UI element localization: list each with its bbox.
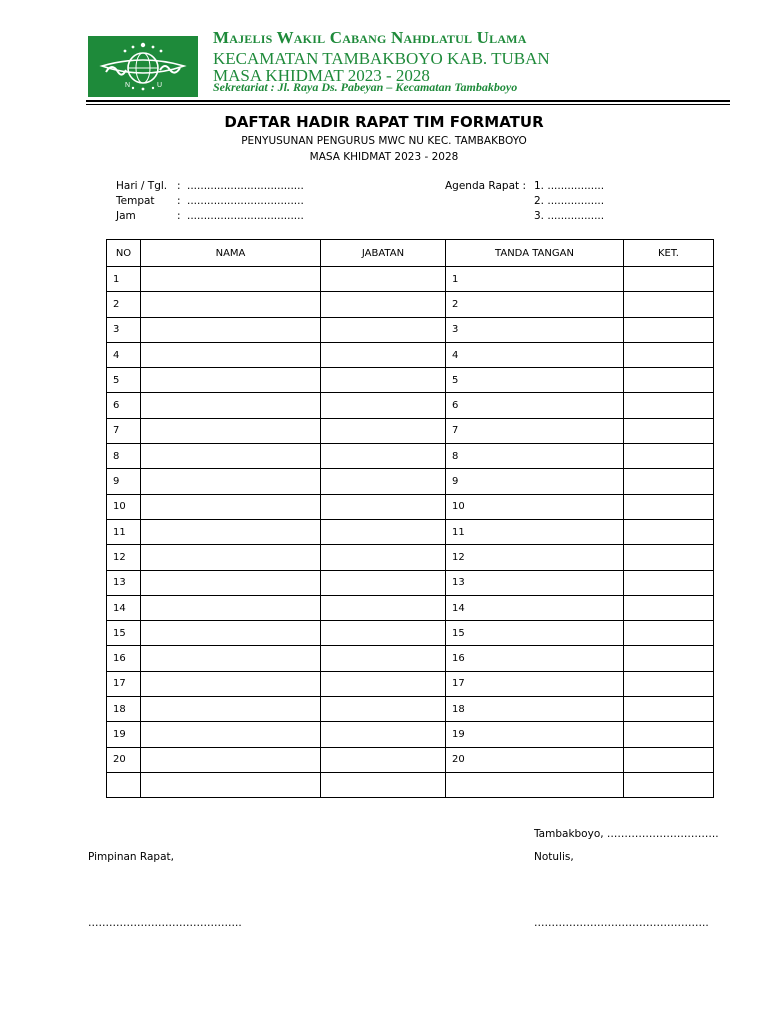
- table-row: [107, 595, 714, 620]
- table-row: [107, 292, 714, 317]
- note-cell[interactable]: [624, 519, 714, 544]
- position-cell[interactable]: [321, 722, 446, 747]
- note-cell[interactable]: [624, 342, 714, 367]
- table-row: [107, 722, 714, 747]
- note-cell[interactable]: [624, 444, 714, 469]
- name-cell[interactable]: [141, 494, 321, 519]
- note-cell[interactable]: [624, 722, 714, 747]
- time-label: Jam: [116, 210, 136, 222]
- position-cell[interactable]: [321, 393, 446, 418]
- signature-cell[interactable]: 6: [446, 393, 624, 418]
- place-label: Tempat: [116, 195, 155, 207]
- note-cell[interactable]: [624, 292, 714, 317]
- name-cell[interactable]: [141, 570, 321, 595]
- position-cell[interactable]: [321, 317, 446, 342]
- agenda-item-3[interactable]: 3. .................: [534, 210, 605, 222]
- row-number: 10: [107, 494, 141, 519]
- signature-cell[interactable]: [446, 772, 624, 797]
- position-cell[interactable]: [321, 545, 446, 570]
- document-title: DAFTAR HADIR RAPAT TIM FORMATUR: [224, 113, 544, 131]
- header-divider-thin: [86, 104, 730, 105]
- row-number: 16: [107, 646, 141, 671]
- position-cell[interactable]: [321, 671, 446, 696]
- signature-cell[interactable]: 14: [446, 595, 624, 620]
- note-cell[interactable]: [624, 646, 714, 671]
- table-row: [107, 772, 714, 797]
- position-cell[interactable]: [321, 444, 446, 469]
- row-number: 3: [107, 317, 141, 342]
- name-cell[interactable]: [141, 393, 321, 418]
- signature-cell[interactable]: 9: [446, 469, 624, 494]
- position-cell[interactable]: [321, 418, 446, 443]
- row-number: 12: [107, 545, 141, 570]
- table-row: [107, 444, 714, 469]
- table-row: [107, 418, 714, 443]
- signature-cell[interactable]: 4: [446, 342, 624, 367]
- note-taker-signature-line[interactable]: …………………………………………..: [534, 917, 709, 929]
- note-cell[interactable]: [624, 393, 714, 418]
- row-number: 5: [107, 368, 141, 393]
- row-number: 15: [107, 621, 141, 646]
- note-cell[interactable]: [624, 368, 714, 393]
- signature-cell[interactable]: 19: [446, 722, 624, 747]
- note-cell[interactable]: [624, 570, 714, 595]
- column-header-name: NAMA: [141, 240, 321, 267]
- place-date-line: Tambakboyo, …………………………..: [534, 828, 719, 840]
- row-number: 2: [107, 292, 141, 317]
- table-row: [107, 621, 714, 646]
- row-number: 7: [107, 418, 141, 443]
- row-number: 1: [107, 267, 141, 292]
- organization-address: Sekretariat : Jl. Raya Ds. Pabeyan – Kecamatan Tambakboyo: [213, 80, 518, 94]
- row-number: 6: [107, 393, 141, 418]
- agenda-label: Agenda Rapat :: [445, 180, 526, 192]
- row-number: 17: [107, 671, 141, 696]
- position-cell[interactable]: [321, 267, 446, 292]
- table-row: [107, 368, 714, 393]
- table-row: [107, 494, 714, 519]
- day-date-field[interactable]: ...................................: [187, 180, 304, 192]
- name-cell[interactable]: [141, 444, 321, 469]
- row-number: 19: [107, 722, 141, 747]
- name-cell[interactable]: [141, 292, 321, 317]
- note-cell[interactable]: [624, 747, 714, 772]
- organization-period: MASA KHIDMAT 2023 - 2028: [213, 66, 430, 85]
- signature-cell[interactable]: 1: [446, 267, 624, 292]
- table-row: [107, 747, 714, 772]
- signature-cell[interactable]: 5: [446, 368, 624, 393]
- note-cell[interactable]: [624, 697, 714, 722]
- signature-cell[interactable]: 11: [446, 519, 624, 544]
- attendance-table: [106, 239, 714, 798]
- position-cell[interactable]: [321, 292, 446, 317]
- note-cell[interactable]: [624, 621, 714, 646]
- table-row: [107, 469, 714, 494]
- time-colon: :: [177, 210, 181, 222]
- svg-text:U: U: [157, 82, 163, 89]
- position-cell[interactable]: [321, 469, 446, 494]
- globe-emblem-icon: [88, 36, 198, 97]
- signature-cell[interactable]: 17: [446, 671, 624, 696]
- row-number: 20: [107, 747, 141, 772]
- row-number: 18: [107, 697, 141, 722]
- note-cell[interactable]: [624, 545, 714, 570]
- svg-text:N: N: [125, 82, 131, 89]
- position-cell[interactable]: [321, 747, 446, 772]
- header-divider-thick: [86, 100, 730, 102]
- table-row: [107, 545, 714, 570]
- note-cell[interactable]: [624, 494, 714, 519]
- position-cell[interactable]: [321, 494, 446, 519]
- time-field[interactable]: ...................................: [187, 210, 304, 222]
- note-cell[interactable]: [624, 418, 714, 443]
- day-date-colon: :: [177, 180, 181, 192]
- column-header-signature: TANDA TANGAN: [446, 240, 624, 267]
- name-cell[interactable]: [141, 747, 321, 772]
- column-header-position: JABATAN: [321, 240, 446, 267]
- row-number: 8: [107, 444, 141, 469]
- name-cell[interactable]: [141, 621, 321, 646]
- name-cell[interactable]: [141, 722, 321, 747]
- signature-cell[interactable]: 10: [446, 494, 624, 519]
- table-row: [107, 697, 714, 722]
- name-cell[interactable]: [141, 545, 321, 570]
- position-cell[interactable]: [321, 342, 446, 367]
- signature-cell[interactable]: 18: [446, 697, 624, 722]
- position-cell[interactable]: [321, 621, 446, 646]
- signature-cell[interactable]: 16: [446, 646, 624, 671]
- name-cell[interactable]: [141, 595, 321, 620]
- position-cell[interactable]: [321, 368, 446, 393]
- signature-cell[interactable]: 7: [446, 418, 624, 443]
- name-cell[interactable]: [141, 697, 321, 722]
- table-header-row: [107, 240, 714, 267]
- name-cell[interactable]: [141, 646, 321, 671]
- meeting-leader-signature-line[interactable]: ……………………………………..: [88, 917, 242, 929]
- table-row: [107, 393, 714, 418]
- table-row: [107, 342, 714, 367]
- row-number: 14: [107, 595, 141, 620]
- name-cell[interactable]: [141, 772, 321, 797]
- signature-cell[interactable]: 2: [446, 292, 624, 317]
- position-cell[interactable]: [321, 519, 446, 544]
- name-cell[interactable]: [141, 418, 321, 443]
- table-row: [107, 570, 714, 595]
- day-date-label: Hari / Tgl.: [116, 180, 168, 192]
- column-header-no: NO: [107, 240, 141, 267]
- signature-cell[interactable]: 3: [446, 317, 624, 342]
- row-number: 9: [107, 469, 141, 494]
- name-cell[interactable]: [141, 267, 321, 292]
- note-cell[interactable]: [624, 469, 714, 494]
- row-number: 13: [107, 570, 141, 595]
- document-subtitle: PENYUSUNAN PENGURUS MWC NU KEC. TAMBAKBOYO: [241, 135, 527, 147]
- table-row: [107, 519, 714, 544]
- name-cell[interactable]: [141, 317, 321, 342]
- note-cell[interactable]: [624, 671, 714, 696]
- table-row: [107, 317, 714, 342]
- name-cell[interactable]: [141, 519, 321, 544]
- agenda-item-1[interactable]: 1. .................: [534, 180, 605, 192]
- signature-cell[interactable]: 15: [446, 621, 624, 646]
- position-cell[interactable]: [321, 697, 446, 722]
- document-period: MASA KHIDMAT 2023 - 2028: [309, 151, 459, 163]
- name-cell[interactable]: [141, 368, 321, 393]
- note-cell[interactable]: [624, 595, 714, 620]
- nu-logo: [88, 36, 198, 97]
- organization-name: Majelis Wakil Cabang Nahdlatul Ulama: [213, 28, 527, 47]
- meeting-leader-label: Pimpinan Rapat,: [88, 851, 174, 863]
- table-row: [107, 267, 714, 292]
- position-cell[interactable]: [321, 772, 446, 797]
- name-cell[interactable]: [141, 342, 321, 367]
- note-cell[interactable]: [624, 267, 714, 292]
- agenda-item-2[interactable]: 2. .................: [534, 195, 605, 207]
- place-colon: :: [177, 195, 181, 207]
- position-cell[interactable]: [321, 570, 446, 595]
- position-cell[interactable]: [321, 646, 446, 671]
- position-cell[interactable]: [321, 595, 446, 620]
- note-taker-label: Notulis,: [534, 851, 574, 863]
- name-cell[interactable]: [141, 671, 321, 696]
- row-number: [107, 772, 141, 797]
- organization-district: KECAMATAN TAMBAKBOYO KAB. TUBAN: [213, 49, 550, 68]
- note-cell[interactable]: [624, 317, 714, 342]
- signature-cell[interactable]: 8: [446, 444, 624, 469]
- column-header-note: KET.: [624, 240, 714, 267]
- place-field[interactable]: ...................................: [187, 195, 304, 207]
- table-row: [107, 646, 714, 671]
- note-cell[interactable]: [624, 772, 714, 797]
- table-row: [107, 671, 714, 696]
- signature-cell[interactable]: 13: [446, 570, 624, 595]
- signature-cell[interactable]: 12: [446, 545, 624, 570]
- row-number: 4: [107, 342, 141, 367]
- row-number: 11: [107, 519, 141, 544]
- attendance-table-body: [107, 267, 714, 798]
- name-cell[interactable]: [141, 469, 321, 494]
- signature-cell[interactable]: 20: [446, 747, 624, 772]
